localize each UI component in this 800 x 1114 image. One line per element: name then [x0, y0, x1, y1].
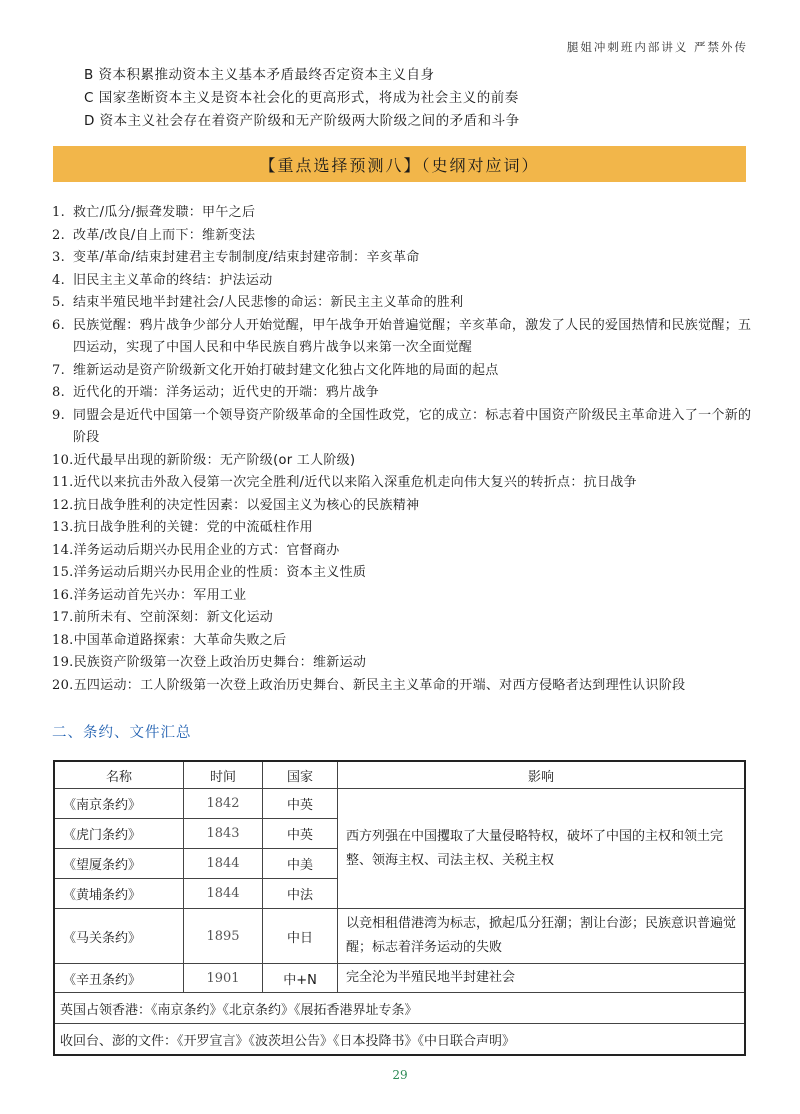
- list-item: [52, 607, 752, 630]
- treaty-impact: 西方列强在中国攫取了大量侵略特权，破坏了中国的主权和领土完整、领海主权、司法主权、关税主权: [338, 789, 746, 909]
- col-header-name: 名称: [54, 761, 184, 789]
- item-number: 13.: [52, 520, 74, 535]
- treaty-year: 1843: [184, 819, 263, 849]
- list-item: [52, 562, 752, 585]
- option-b: B 资本积累推动资本主义基本矛盾最终否定资本主义自身: [84, 67, 435, 83]
- treaty-name: 《南京条约》: [54, 789, 184, 819]
- item-number: 10.: [52, 452, 74, 468]
- table-header-row: [54, 761, 745, 789]
- list-item: [52, 675, 752, 698]
- treaty-name: 《望厦条约》: [54, 849, 184, 879]
- item-number: 17.: [52, 610, 74, 625]
- list-item: [52, 652, 752, 675]
- table-row-taiwan: [54, 1024, 745, 1056]
- item-text: 民族觉醒：鸦片战争少部分人开始觉醒，甲午战争开始普遍觉醒；辛亥革命，激发了人民的爱国热情和民族觉醒；五四运动，实现了中国人民和中华民族自鸦片战争以来第一次全面觉醒: [73, 317, 752, 355]
- taiwan-note: 收回台、澎的文件：《开罗宣言》《波茨坦公告》《日本投降书》《中日联合声明》: [54, 1024, 745, 1056]
- item-number: 20.: [52, 677, 74, 693]
- item-text: 洋务运动后期兴办民用企业的方式：官督商办: [73, 542, 340, 558]
- treaty-name: 《黄埔条约》: [54, 879, 184, 909]
- item-text: 近代以来抗击外敌入侵第一次完全胜利/近代以来陷入深重危机走向伟大复兴的转折点：抗日战争: [73, 475, 637, 490]
- item-text: 洋务运动后期兴办民用企业的性质：资本主义性质: [73, 565, 367, 580]
- item-number: 6.: [52, 317, 66, 333]
- section-title: 二、条约、文件汇总: [52, 725, 192, 741]
- list-item: [52, 495, 752, 518]
- item-text: 五四运动：工人阶级第一次登上政治历史舞台、新民主主义革命的开端、对西方侵略者达到理性认识阶段: [73, 677, 686, 693]
- list-item: [52, 630, 752, 653]
- item-text: 改革/改良/自上而下：维新变法: [73, 227, 256, 243]
- treaty-impact: 完全沦为半殖民地半封建社会: [338, 964, 746, 993]
- table-row: [54, 964, 745, 993]
- item-number: 16.: [52, 587, 74, 603]
- list-item: [52, 540, 752, 563]
- item-text: 抗日战争胜利的关键：党的中流砥柱作用: [73, 520, 313, 535]
- item-number: 3.: [52, 250, 66, 265]
- list-item: [52, 585, 752, 608]
- treaty-name: 《虎门条约》: [54, 819, 184, 849]
- option-c: C 国家垄断资本主义是资本社会化的更高形式，将成为社会主义的前奏: [84, 90, 519, 106]
- col-header-country: 国家: [263, 761, 338, 789]
- treaty-name: 《马关条约》: [54, 909, 184, 964]
- item-number: 19.: [52, 655, 74, 670]
- list-item: [52, 517, 752, 540]
- item-number: 7.: [52, 362, 66, 378]
- col-header-time: 时间: [184, 761, 263, 789]
- item-text: 同盟会是近代中国第一个领导资产阶级革命的全国性政党，它的成立：标志着中国资产阶级民主革命进入了一个新的阶段: [73, 407, 752, 445]
- item-number: 4.: [52, 272, 66, 288]
- item-text: 旧民主主义革命的终结：护法运动: [73, 272, 273, 288]
- treaty-impact: 以竞相租借港湾为标志，掀起瓜分狂潮；割让台澎；民族意识普遍觉醒；标志着洋务运动的失败: [338, 909, 746, 964]
- list-item: [52, 405, 752, 450]
- keyword-list: [52, 202, 752, 697]
- treaty-name: 《辛丑条约》: [54, 964, 184, 993]
- table-row: [54, 789, 745, 819]
- list-item: [52, 472, 752, 495]
- item-number: 9.: [52, 407, 66, 423]
- item-text: 抗日战争胜利的决定性因素：以爱国主义为核心的民族精神: [73, 497, 420, 513]
- item-text: 变革/革命/结束封建君主专制制度/结束封建帝制：辛亥革命: [73, 250, 420, 265]
- hongkong-note: 英国占领香港：《南京条约》《北京条约》《展拓香港界址专条》: [54, 993, 745, 1024]
- item-number: 15.: [52, 565, 74, 580]
- list-item: [52, 202, 752, 225]
- item-number: 14.: [52, 542, 74, 558]
- treaty-country: 中日: [263, 909, 338, 964]
- table-row: [54, 909, 745, 964]
- treaty-table: [53, 760, 746, 1056]
- treaty-country: 中英: [263, 819, 338, 849]
- item-number: 12.: [52, 497, 74, 513]
- item-number: 8.: [52, 385, 66, 400]
- item-text: 洋务运动首先兴办：军用工业: [73, 587, 247, 603]
- item-text: 前所未有、空前深刻：新文化运动: [73, 610, 274, 625]
- item-text: 民族资产阶级第一次登上政治历史舞台：维新运动: [73, 655, 367, 670]
- treaty-country: 中法: [263, 879, 338, 909]
- list-item: [52, 450, 752, 473]
- item-number: 5.: [52, 295, 66, 310]
- item-text: 近代化的开端：洋务运动；近代史的开端：鸦片战争: [73, 385, 379, 400]
- option-d: D 资本主义社会存在着资产阶级和无产阶级两大阶级之间的矛盾和斗争: [84, 113, 520, 129]
- treaty-year: 1895: [184, 909, 263, 964]
- item-text: 救亡/瓜分/振聋发聩：甲午之后: [73, 205, 256, 220]
- list-item: [52, 270, 752, 293]
- item-number: 1.: [52, 205, 66, 220]
- list-item: [52, 247, 752, 270]
- page-number: 29: [392, 1068, 408, 1082]
- treaty-year: 1842: [184, 789, 263, 819]
- treaty-country: 中+N: [263, 964, 338, 993]
- treaty-year: 1844: [184, 879, 263, 909]
- list-item: [52, 360, 752, 383]
- item-number: 2.: [52, 227, 66, 243]
- item-text: 维新运动是资产阶级新文化开始打破封建文化独占文化阵地的局面的起点: [73, 362, 499, 378]
- list-item: [52, 315, 752, 360]
- item-text: 结束半殖民地半封建社会/人民悲惨的命运：新民主主义革命的胜利: [73, 295, 464, 310]
- list-item: [52, 292, 752, 315]
- treaty-country: 中美: [263, 849, 338, 879]
- col-header-impact: 影响: [338, 761, 746, 789]
- item-number: 11.: [52, 475, 74, 490]
- header-note: 腿姐冲刺班内部讲义 严禁外传: [566, 40, 748, 54]
- treaty-country: 中英: [263, 789, 338, 819]
- item-number: 18.: [52, 632, 74, 648]
- treaty-year: 1901: [184, 964, 263, 993]
- list-item: [52, 382, 752, 405]
- list-item: [52, 225, 752, 248]
- item-text: 中国革命道路探索：大革命失败之后: [73, 632, 287, 648]
- treaty-year: 1844: [184, 849, 263, 879]
- table-row-hongkong: [54, 993, 745, 1024]
- section-banner: 【重点选择预测八】（史纲对应词）: [53, 146, 746, 182]
- item-text: 近代最早出现的新阶级：无产阶级(or 工人阶级): [73, 452, 356, 468]
- answer-options: [84, 64, 520, 133]
